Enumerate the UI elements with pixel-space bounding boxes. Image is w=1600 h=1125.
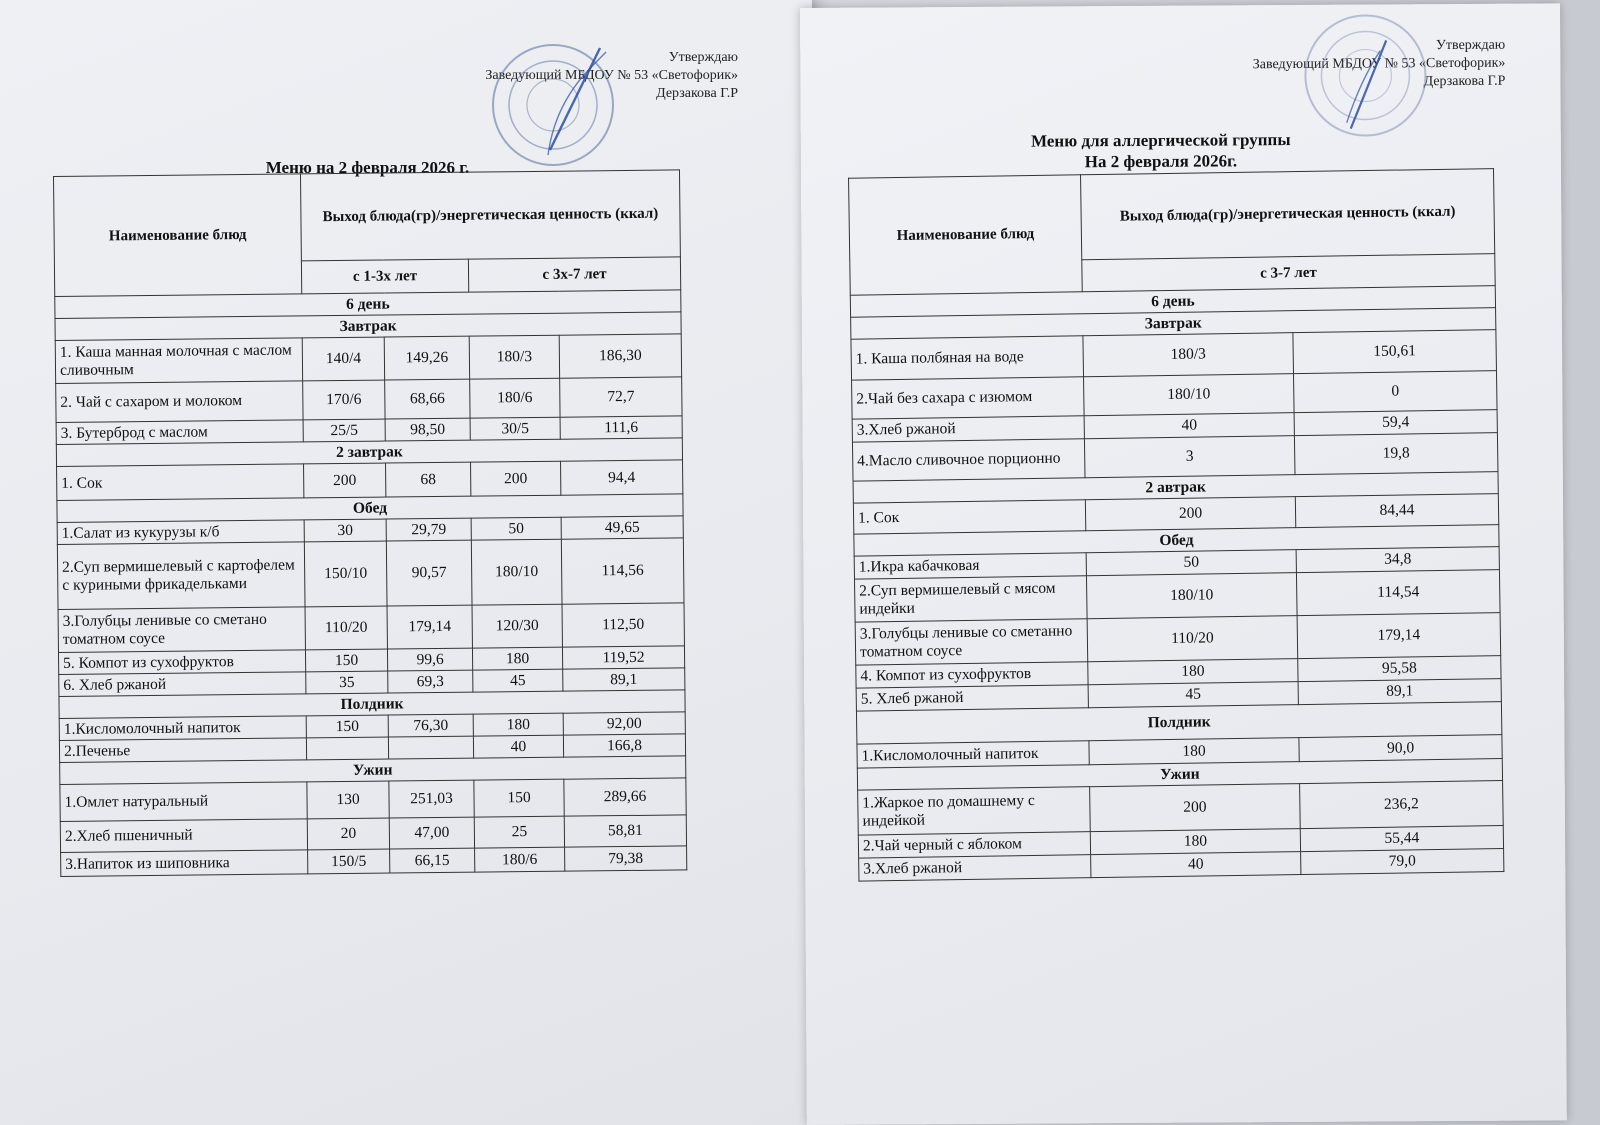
dish-name: 2.Печенье <box>59 738 306 763</box>
kcal-3-7: 79,0 <box>1301 849 1504 875</box>
dish-name: 2.Чай без сахара с изюмом <box>852 377 1085 419</box>
portion-1-3: 130 <box>307 781 389 819</box>
day-label: 6 день <box>850 286 1495 318</box>
kcal-3-7: 95,58 <box>1298 656 1501 682</box>
portion-3-7: 180 <box>472 647 562 670</box>
approval-line-1: Утверждаю <box>1435 37 1506 54</box>
table-row <box>56 377 682 423</box>
kcal-3-7: 186,30 <box>559 334 681 378</box>
portion-3-7: 50 <box>1086 550 1296 576</box>
portion-3-7: 45 <box>473 669 563 692</box>
header-row <box>849 169 1495 264</box>
approval-line-3: Дерзакова Г.Р <box>656 86 738 101</box>
kcal-3-7: 49,65 <box>561 516 683 539</box>
portion-3-7: 40 <box>1084 413 1294 439</box>
menu-title-line-2: На 2 февраля 2026г. <box>1084 151 1238 172</box>
header-output: Выход блюда(гр)/энергетическая ценность (ккал) <box>300 170 680 261</box>
meal-section-title: Ужин <box>60 756 686 785</box>
dish-name: 3.Голубцы ленивые со сметано томатном соусе <box>58 607 305 653</box>
portion-1-3: 35 <box>306 671 388 694</box>
portion-3-7: 180/6 <box>475 847 565 872</box>
meal-section-title: Завтрак <box>55 312 681 341</box>
portion-3-7: 110/20 <box>1087 616 1298 662</box>
meal-section-title: Полдник <box>856 702 1501 745</box>
header-age-3-7: с 3-7 лет <box>1082 254 1495 292</box>
dish-name: 3. Бутерброд с маслом <box>56 420 303 445</box>
meal-section-title: Ужин <box>857 759 1502 791</box>
kcal-3-7: 150,61 <box>1293 330 1497 374</box>
dish-name: 1.Икра кабачковая <box>854 553 1086 579</box>
dish-name: 3.Напиток из шиповника <box>61 850 308 877</box>
kcal-3-7: 111,6 <box>560 416 682 439</box>
dish-name: 1. Сок <box>853 500 1085 534</box>
dish-name: 5. Компот из сухофруктов <box>58 650 305 675</box>
kcal-1-3: 98,50 <box>385 418 470 441</box>
day-label: 6 день <box>55 290 681 319</box>
portion-1-3: 150/5 <box>308 849 390 874</box>
table-row <box>55 334 681 384</box>
dish-name: 5. Хлеб ржаной <box>856 685 1088 711</box>
dish-name: 2.Суп вермишелевый с картофелем с куриными фрикадельками <box>57 542 305 610</box>
portion-3-7: 180 <box>473 713 563 736</box>
dish-name: 2.Суп вермишелевый с мясом индейки <box>854 576 1087 622</box>
meal-section-title: Завтрак <box>851 308 1496 340</box>
dish-name: 3.Хлеб ржаной <box>859 855 1091 881</box>
portion-3-7: 200 <box>1090 784 1301 832</box>
portion-3-7: 180/6 <box>470 378 560 418</box>
meal-section-title: 2 автрак <box>853 472 1498 504</box>
official-stamp-icon <box>1300 10 1431 141</box>
dish-name: 1. Сок <box>57 464 304 501</box>
table-row <box>57 538 684 610</box>
portion-3-7: 200 <box>1085 497 1295 531</box>
kcal-1-3: 47,00 <box>389 817 474 849</box>
kcal-1-3: 251,03 <box>389 780 474 818</box>
portion-3-7: 180 <box>1088 659 1298 685</box>
approval-line-2: Заведующий МБДОУ № 53 «Светофорик» <box>485 68 738 83</box>
kcal-3-7: 89,1 <box>1298 679 1501 705</box>
portion-1-3: 170/6 <box>303 380 385 420</box>
kcal-1-3: 90,57 <box>386 540 472 606</box>
meal-section-title: 2 завтрак <box>56 438 682 467</box>
portion-3-7: 180/3 <box>469 335 559 379</box>
kcal-3-7: 179,14 <box>1297 613 1501 659</box>
portion-1-3: 20 <box>307 818 389 850</box>
kcal-3-7: 119,52 <box>562 646 684 669</box>
portion-1-3 <box>306 737 388 760</box>
menu-title: Меню на 2 февраля 2026 г. <box>265 158 470 177</box>
kcal-1-3: 68 <box>386 462 471 497</box>
menu-title-line-1: Меню для аллергической группы <box>1030 130 1291 151</box>
dish-name: 3.Голубцы ленивые со сметанно томатном соусе <box>855 619 1088 665</box>
portion-3-7: 50 <box>471 517 561 540</box>
portion-1-3: 150/10 <box>304 541 387 607</box>
allergy-menu-table <box>848 168 1504 882</box>
dish-name: 4.Масло сливочное порционно <box>852 439 1085 481</box>
dish-name: 2.Чай черный с яблоком <box>858 832 1090 858</box>
kcal-3-7: 19,8 <box>1294 433 1498 475</box>
approval-line-1: Утверждаю <box>668 50 738 65</box>
dish-name: 1.Кисломолочный напиток <box>59 716 306 741</box>
dish-name: 2.Хлеб пшеничный <box>60 819 307 853</box>
kcal-3-7: 289,66 <box>564 778 686 816</box>
portion-3-7: 200 <box>471 461 561 496</box>
header-dish: Наименование блюд <box>54 174 302 297</box>
kcal-1-3 <box>388 736 473 759</box>
portion-1-3: 150 <box>305 649 387 672</box>
portion-1-3: 25/5 <box>303 419 385 442</box>
kcal-3-7: 34,8 <box>1296 547 1499 573</box>
header-age-1-3: с 1-3х лет <box>301 259 468 294</box>
kcal-3-7: 84,44 <box>1295 494 1498 528</box>
portion-1-3: 200 <box>304 463 386 498</box>
dish-name: 1.Омлет натуральный <box>60 782 307 822</box>
portion-3-7: 180/10 <box>1084 374 1295 416</box>
portion-3-7: 180/10 <box>1086 573 1297 619</box>
dish-name: 2. Чай с сахаром и молоком <box>56 381 303 423</box>
dish-name: 1.Салат из кукурузы к/б <box>57 520 304 545</box>
approval-line-2: Заведующий МБДОУ № 53 «Светофорик» <box>1252 55 1506 73</box>
portion-3-7: 180/10 <box>471 539 562 605</box>
kcal-1-3: 29,79 <box>386 518 471 541</box>
portion-3-7: 45 <box>1088 682 1298 708</box>
kcal-1-3: 149,26 <box>384 336 469 380</box>
table-row <box>58 603 684 653</box>
kcal-1-3: 69,3 <box>388 670 473 693</box>
portion-1-3: 140/4 <box>302 337 384 381</box>
portion-3-7: 180 <box>1090 829 1300 855</box>
kcal-3-7: 114,56 <box>561 538 684 604</box>
kcal-3-7: 92,00 <box>563 712 685 735</box>
portion-1-3: 30 <box>304 519 386 542</box>
kcal-3-7: 90,0 <box>1299 735 1502 762</box>
kcal-1-3: 66,15 <box>390 848 475 873</box>
kcal-3-7: 0 <box>1293 371 1497 413</box>
portion-1-3: 110/20 <box>305 606 387 650</box>
portion-3-7: 120/30 <box>472 604 562 648</box>
kcal-3-7: 79,38 <box>565 846 687 871</box>
menu-table <box>53 169 687 877</box>
kcal-1-3: 179,14 <box>387 605 472 649</box>
portion-3-7: 25 <box>474 816 564 848</box>
kcal-1-3: 76,30 <box>388 714 473 737</box>
header-dish: Наименование блюд <box>849 175 1083 295</box>
dish-name: 1. Каша манная молочная с маслом сливочным <box>55 338 302 384</box>
portion-3-7: 180 <box>1089 738 1299 765</box>
meal-section-title: Полдник <box>59 690 685 719</box>
menu-title <box>841 128 1481 174</box>
meal-section-title: Обед <box>57 494 683 523</box>
dish-name: 4. Компот из сухофруктов <box>856 662 1088 688</box>
official-stamp-icon <box>488 40 618 170</box>
meal-section-title: Обед <box>854 525 1499 557</box>
portion-3-7: 150 <box>474 779 564 817</box>
dish-name: 1.Жаркое по домашнему с индейкой <box>858 787 1091 835</box>
kcal-3-7: 59,4 <box>1294 410 1497 436</box>
kcal-3-7: 72,7 <box>560 377 682 417</box>
kcal-3-7: 166,8 <box>563 734 685 757</box>
kcal-1-3: 99,6 <box>387 648 472 671</box>
kcal-3-7: 114,54 <box>1296 570 1500 616</box>
portion-1-3: 150 <box>306 715 388 738</box>
dish-name: 6. Хлеб ржаной <box>59 672 306 697</box>
portion-3-7: 180/3 <box>1083 333 1294 377</box>
kcal-3-7: 94,4 <box>561 460 683 495</box>
header-output: Выход блюда(гр)/энергетическая ценность (ккал) <box>1081 169 1495 260</box>
kcal-3-7: 58,81 <box>564 815 686 847</box>
portion-3-7: 40 <box>473 735 563 758</box>
table-row <box>61 846 687 877</box>
right-menu-sheet <box>800 3 1567 1125</box>
kcal-3-7: 89,1 <box>563 668 685 691</box>
header-age-3-7: с 3х-7 лет <box>468 257 680 292</box>
dish-name: 1. Каша полбяная на воде <box>851 336 1084 380</box>
kcal-3-7: 55,44 <box>1300 826 1503 852</box>
dish-name: 1.Кисломолочный напиток <box>857 741 1089 768</box>
kcal-3-7: 112,50 <box>562 603 684 647</box>
dish-name: 3.Хлеб ржаной <box>852 416 1084 442</box>
portion-3-7: 40 <box>1091 852 1301 878</box>
header-row <box>54 170 681 264</box>
portion-3-7: 30/5 <box>470 417 560 440</box>
kcal-3-7: 236,2 <box>1300 781 1504 829</box>
portion-3-7: 3 <box>1084 436 1295 478</box>
approval-line-3: Дерзакова Г.Р <box>1423 73 1506 90</box>
kcal-1-3: 68,66 <box>385 379 470 419</box>
